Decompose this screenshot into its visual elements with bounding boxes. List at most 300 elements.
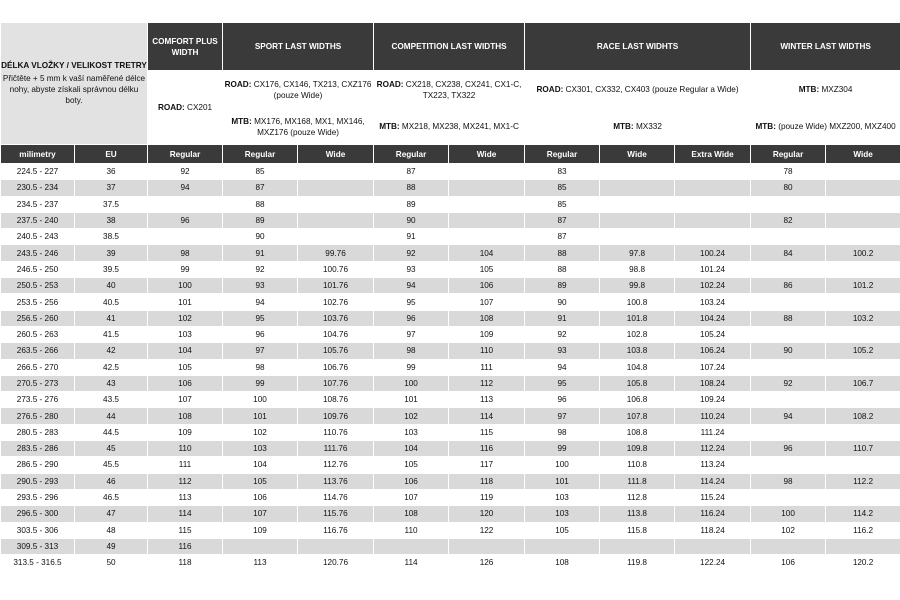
table-cell — [826, 392, 900, 408]
table-cell — [298, 229, 374, 245]
sport-mtb-models: MTB: MX176, MX168, MX1, MX146, MXZ176 (pouze Wide) — [223, 109, 374, 145]
table-cell: 84 — [751, 245, 826, 261]
table-cell: 85 — [525, 180, 600, 196]
table-cell: 108 — [148, 408, 223, 424]
table-cell: 100 — [525, 457, 600, 473]
table-cell: 91 — [374, 229, 449, 245]
table-cell: 103.24 — [675, 294, 751, 310]
table-cell — [449, 538, 525, 554]
table-cell — [826, 261, 900, 277]
table-cell: 106 — [148, 375, 223, 391]
table-cell: 120 — [449, 506, 525, 522]
table-row — [1, 326, 900, 342]
table-cell: 92 — [751, 375, 826, 391]
table-cell: 86 — [751, 278, 826, 294]
table-cell: 104 — [449, 245, 525, 261]
table-cell — [148, 229, 223, 245]
column-header: Regular — [223, 145, 298, 164]
table-cell: 103 — [525, 506, 600, 522]
winter-mtb-wide-models: MTB: (pouze Wide) MXZ200, MXZ400 — [751, 109, 900, 145]
table-cell: 39.5 — [75, 261, 148, 277]
table-cell: 102.76 — [298, 294, 374, 310]
table-cell: 106.24 — [675, 343, 751, 359]
table-cell — [826, 164, 900, 180]
table-cell: 100 — [223, 392, 298, 408]
table-row — [1, 424, 900, 440]
winter-mtb-models: MTB: MXZ304 — [751, 71, 900, 109]
table-cell: 98 — [751, 473, 826, 489]
table-cell: 90 — [751, 343, 826, 359]
table-cell: 113 — [148, 489, 223, 505]
table-cell: 38 — [75, 212, 148, 228]
table-cell: 104 — [374, 441, 449, 457]
table-cell: 101.24 — [675, 261, 751, 277]
group-winter: WINTER LAST WIDTHS — [751, 23, 900, 71]
table-cell: 93 — [525, 343, 600, 359]
table-cell — [751, 326, 826, 342]
table-cell: 96 — [148, 212, 223, 228]
table-cell: 256.5 - 260 — [1, 310, 75, 326]
table-cell: 87 — [525, 229, 600, 245]
table-cell: 106.7 — [826, 375, 900, 391]
table-cell: 118 — [148, 555, 223, 571]
table-cell: 105 — [148, 359, 223, 375]
table-cell — [826, 212, 900, 228]
table-cell — [298, 538, 374, 554]
table-cell: 87 — [374, 164, 449, 180]
table-cell: 107 — [148, 392, 223, 408]
table-cell: 103 — [148, 326, 223, 342]
table-cell: 96 — [374, 310, 449, 326]
column-header: milimetry — [1, 145, 75, 164]
table-cell — [600, 229, 675, 245]
table-cell — [600, 180, 675, 196]
table-cell: 40 — [75, 278, 148, 294]
table-cell: 116.2 — [826, 522, 900, 538]
table-cell: 37.5 — [75, 196, 148, 212]
table-cell: 99.8 — [600, 278, 675, 294]
table-cell: 92 — [223, 261, 298, 277]
table-cell: 108.24 — [675, 375, 751, 391]
table-cell: 97.8 — [600, 245, 675, 261]
table-cell: 38.5 — [75, 229, 148, 245]
table-cell: 94 — [374, 278, 449, 294]
table-cell: 83 — [525, 164, 600, 180]
table-cell: 94 — [148, 180, 223, 196]
table-cell: 309.5 - 313 — [1, 538, 75, 554]
group-sport: SPORT LAST WIDTHS — [223, 23, 374, 71]
table-cell — [826, 457, 900, 473]
table-cell: 101 — [148, 294, 223, 310]
table-cell: 114.2 — [826, 506, 900, 522]
table-cell: 91 — [223, 245, 298, 261]
table-cell: 43 — [75, 375, 148, 391]
table-row — [1, 229, 900, 245]
table-row — [1, 473, 900, 489]
table-cell: 82 — [751, 212, 826, 228]
table-cell: 118 — [449, 473, 525, 489]
table-cell: 42.5 — [75, 359, 148, 375]
table-cell — [751, 229, 826, 245]
table-cell: 88 — [751, 310, 826, 326]
table-cell: 87 — [525, 212, 600, 228]
table-cell: 102.24 — [675, 278, 751, 294]
table-cell — [374, 538, 449, 554]
table-cell: 41 — [75, 310, 148, 326]
table-cell: 100.76 — [298, 261, 374, 277]
table-cell: 283.5 - 286 — [1, 441, 75, 457]
column-header: Extra Wide — [675, 145, 751, 164]
table-cell: 91 — [525, 310, 600, 326]
table-cell — [826, 180, 900, 196]
table-cell: 224.5 - 227 — [1, 164, 75, 180]
table-cell: 253.5 - 256 — [1, 294, 75, 310]
table-cell: 122.24 — [675, 555, 751, 571]
table-cell: 113.8 — [600, 506, 675, 522]
column-header: Regular — [751, 145, 826, 164]
table-cell: 97 — [525, 408, 600, 424]
table-row — [1, 441, 900, 457]
table-cell: 103 — [223, 441, 298, 457]
table-cell: 85 — [223, 164, 298, 180]
table-row — [1, 261, 900, 277]
table-cell: 313.5 - 316.5 — [1, 555, 75, 571]
table-cell: 104.76 — [298, 326, 374, 342]
table-cell: 109.8 — [600, 441, 675, 457]
table-cell: 102 — [751, 522, 826, 538]
table-cell: 85 — [525, 196, 600, 212]
table-cell: 113 — [449, 392, 525, 408]
table-cell — [826, 294, 900, 310]
table-cell: 39 — [75, 245, 148, 261]
table-row — [1, 278, 900, 294]
table-cell — [751, 424, 826, 440]
table-cell: 116 — [148, 538, 223, 554]
table-cell: 114.76 — [298, 489, 374, 505]
table-cell: 43.5 — [75, 392, 148, 408]
table-cell: 293.5 - 296 — [1, 489, 75, 505]
table-cell: 112 — [148, 473, 223, 489]
table-cell: 44 — [75, 408, 148, 424]
competition-road-models: ROAD: CX218, CX238, CX241, CX1-C, TX223, TX322 — [374, 71, 525, 109]
group-race: RACE LAST WIDHTS — [525, 23, 751, 71]
table-cell: 280.5 - 283 — [1, 424, 75, 440]
corner-note: Přičtěte + 5 mm k vaší naměřené délce nohy, abyste získali správnou délku boty. — [2, 74, 146, 105]
group-competition: COMPETITION LAST WIDTHS — [374, 23, 525, 71]
comfort-road-models: ROAD: CX201 — [148, 71, 223, 145]
table-cell: 105 — [374, 457, 449, 473]
table-cell: 108 — [525, 555, 600, 571]
table-cell: 296.5 - 300 — [1, 506, 75, 522]
table-row — [1, 310, 900, 326]
table-row — [1, 294, 900, 310]
table-cell: 47 — [75, 506, 148, 522]
table-cell — [751, 457, 826, 473]
table-cell: 112.8 — [600, 489, 675, 505]
table-cell: 100.8 — [600, 294, 675, 310]
table-cell — [298, 180, 374, 196]
table-cell: 103.8 — [600, 343, 675, 359]
table-cell: 290.5 - 293 — [1, 473, 75, 489]
table-cell: 96 — [525, 392, 600, 408]
table-cell: 99 — [148, 261, 223, 277]
table-cell: 42 — [75, 343, 148, 359]
table-cell: 99 — [374, 359, 449, 375]
table-cell: 120.76 — [298, 555, 374, 571]
table-cell: 117 — [449, 457, 525, 473]
table-cell: 98 — [223, 359, 298, 375]
table-cell: 108.2 — [826, 408, 900, 424]
table-cell: 276.5 - 280 — [1, 408, 75, 424]
table-cell: 88 — [525, 245, 600, 261]
table-cell: 105 — [525, 522, 600, 538]
table-row — [1, 164, 900, 180]
table-row — [1, 392, 900, 408]
table-cell: 246.5 - 250 — [1, 261, 75, 277]
table-row — [1, 506, 900, 522]
table-cell: 101 — [374, 392, 449, 408]
table-cell: 116.76 — [298, 522, 374, 538]
column-header: EU — [75, 145, 148, 164]
table-cell: 98 — [525, 424, 600, 440]
table-cell: 89 — [374, 196, 449, 212]
table-cell: 105.76 — [298, 343, 374, 359]
table-cell: 102 — [223, 424, 298, 440]
table-cell: 107.24 — [675, 359, 751, 375]
table-cell — [751, 294, 826, 310]
table-cell: 114 — [449, 408, 525, 424]
table-cell: 101.2 — [826, 278, 900, 294]
table-cell: 92 — [374, 245, 449, 261]
table-cell: 110.24 — [675, 408, 751, 424]
table-cell: 44.5 — [75, 424, 148, 440]
table-cell: 88 — [223, 196, 298, 212]
table-row — [1, 408, 900, 424]
table-cell — [675, 538, 751, 554]
table-cell: 106 — [751, 555, 826, 571]
table-cell: 237.5 - 240 — [1, 212, 75, 228]
table-cell: 93 — [374, 261, 449, 277]
table-cell: 112 — [449, 375, 525, 391]
table-cell: 113 — [223, 555, 298, 571]
table-cell: 105.24 — [675, 326, 751, 342]
table-cell: 96 — [223, 326, 298, 342]
table-cell: 101 — [223, 408, 298, 424]
table-cell — [298, 164, 374, 180]
table-cell: 93 — [223, 278, 298, 294]
table-cell — [675, 229, 751, 245]
table-cell: 303.5 - 306 — [1, 522, 75, 538]
table-cell: 119 — [449, 489, 525, 505]
table-cell: 97 — [223, 343, 298, 359]
table-cell: 97 — [374, 326, 449, 342]
table-cell: 105 — [449, 261, 525, 277]
table-cell: 286.5 - 290 — [1, 457, 75, 473]
table-cell: 110.7 — [826, 441, 900, 457]
table-cell: 107.8 — [600, 408, 675, 424]
size-table — [0, 22, 900, 571]
column-header: Wide — [449, 145, 525, 164]
table-cell: 100.2 — [826, 245, 900, 261]
table-cell: 240.5 - 243 — [1, 229, 75, 245]
table-cell — [675, 212, 751, 228]
table-cell: 89 — [525, 278, 600, 294]
table-cell: 102 — [148, 310, 223, 326]
table-cell: 48 — [75, 522, 148, 538]
table-row — [1, 196, 900, 212]
table-cell: 90 — [223, 229, 298, 245]
table-cell: 90 — [525, 294, 600, 310]
table-cell — [751, 489, 826, 505]
table-cell — [826, 326, 900, 342]
table-cell: 115 — [449, 424, 525, 440]
column-header: Wide — [600, 145, 675, 164]
table-cell — [826, 229, 900, 245]
table-cell: 110.76 — [298, 424, 374, 440]
table-cell: 126 — [449, 555, 525, 571]
table-cell — [449, 229, 525, 245]
table-cell: 108.76 — [298, 392, 374, 408]
size-rows — [1, 164, 900, 571]
table-cell: 114.24 — [675, 473, 751, 489]
table-cell: 114 — [374, 555, 449, 571]
table-cell: 108 — [449, 310, 525, 326]
table-cell — [298, 196, 374, 212]
group-comfort-plus: COMFORT PLUS WIDTH — [148, 23, 223, 71]
table-cell — [751, 261, 826, 277]
table-cell: 106.8 — [600, 392, 675, 408]
table-cell — [525, 538, 600, 554]
table-cell: 95 — [374, 294, 449, 310]
table-cell: 100.24 — [675, 245, 751, 261]
table-row — [1, 457, 900, 473]
table-cell: 115.76 — [298, 506, 374, 522]
table-cell: 96 — [751, 441, 826, 457]
table-cell: 100 — [751, 506, 826, 522]
table-cell — [826, 359, 900, 375]
table-cell: 112.76 — [298, 457, 374, 473]
table-cell: 118.24 — [675, 522, 751, 538]
table-cell — [148, 196, 223, 212]
table-cell: 94 — [751, 408, 826, 424]
table-cell: 49 — [75, 538, 148, 554]
table-cell — [751, 196, 826, 212]
table-cell: 111.76 — [298, 441, 374, 457]
table-cell: 46 — [75, 473, 148, 489]
table-cell: 87 — [223, 180, 298, 196]
table-row — [1, 343, 900, 359]
table-cell: 250.5 - 253 — [1, 278, 75, 294]
table-cell: 107 — [374, 489, 449, 505]
table-cell: 114 — [148, 506, 223, 522]
table-cell: 89 — [223, 212, 298, 228]
table-cell: 115.8 — [600, 522, 675, 538]
table-cell: 109 — [223, 522, 298, 538]
table-cell: 45.5 — [75, 457, 148, 473]
table-cell: 119.8 — [600, 555, 675, 571]
table-cell: 113.76 — [298, 473, 374, 489]
table-cell: 243.5 - 246 — [1, 245, 75, 261]
table-cell — [675, 196, 751, 212]
table-cell: 94 — [223, 294, 298, 310]
table-cell: 98.8 — [600, 261, 675, 277]
table-cell: 111 — [449, 359, 525, 375]
table-cell: 107.76 — [298, 375, 374, 391]
table-cell — [826, 538, 900, 554]
table-cell: 106.76 — [298, 359, 374, 375]
table-cell — [223, 538, 298, 554]
table-row — [1, 522, 900, 538]
table-cell: 90 — [374, 212, 449, 228]
table-row — [1, 375, 900, 391]
table-cell — [826, 424, 900, 440]
table-row — [1, 555, 900, 571]
table-cell — [675, 164, 751, 180]
table-cell: 109 — [449, 326, 525, 342]
table-cell — [449, 212, 525, 228]
table-cell: 95 — [223, 310, 298, 326]
table-cell: 103 — [525, 489, 600, 505]
table-cell: 116.24 — [675, 506, 751, 522]
table-cell — [751, 392, 826, 408]
table-cell: 101.8 — [600, 310, 675, 326]
table-cell — [751, 538, 826, 554]
table-cell — [449, 164, 525, 180]
table-cell: 98 — [374, 343, 449, 359]
table-cell: 36 — [75, 164, 148, 180]
table-cell: 94 — [525, 359, 600, 375]
table-cell: 80 — [751, 180, 826, 196]
table-cell: 110 — [148, 441, 223, 457]
table-cell: 110.8 — [600, 457, 675, 473]
table-cell: 263.5 - 266 — [1, 343, 75, 359]
table-row — [1, 359, 900, 375]
table-cell — [675, 180, 751, 196]
table-cell: 104.24 — [675, 310, 751, 326]
table-cell: 88 — [525, 261, 600, 277]
table-cell — [600, 164, 675, 180]
table-cell: 92 — [148, 164, 223, 180]
table-cell: 111.8 — [600, 473, 675, 489]
table-cell: 101.76 — [298, 278, 374, 294]
table-cell: 109 — [148, 424, 223, 440]
table-cell: 99.76 — [298, 245, 374, 261]
table-cell: 105.8 — [600, 375, 675, 391]
table-cell: 37 — [75, 180, 148, 196]
table-cell: 109.24 — [675, 392, 751, 408]
table-cell: 112.2 — [826, 473, 900, 489]
table-cell: 102 — [374, 408, 449, 424]
table-cell — [826, 196, 900, 212]
table-cell: 111.24 — [675, 424, 751, 440]
column-header: Regular — [525, 145, 600, 164]
table-cell: 115 — [148, 522, 223, 538]
table-cell: 116 — [449, 441, 525, 457]
table-cell — [600, 196, 675, 212]
competition-mtb-models: MTB: MX218, MX238, MX241, MX1-C — [374, 109, 525, 145]
table-cell: 112.24 — [675, 441, 751, 457]
table-cell: 106 — [449, 278, 525, 294]
table-row — [1, 212, 900, 228]
table-cell: 107 — [449, 294, 525, 310]
table-cell: 88 — [374, 180, 449, 196]
table-cell: 113.24 — [675, 457, 751, 473]
race-road-models: ROAD: CX301, CX332, CX403 (pouze Regular a Wide) — [525, 71, 751, 109]
table-cell: 78 — [751, 164, 826, 180]
table-row — [1, 180, 900, 196]
table-cell: 103.2 — [826, 310, 900, 326]
table-cell: 106 — [374, 473, 449, 489]
